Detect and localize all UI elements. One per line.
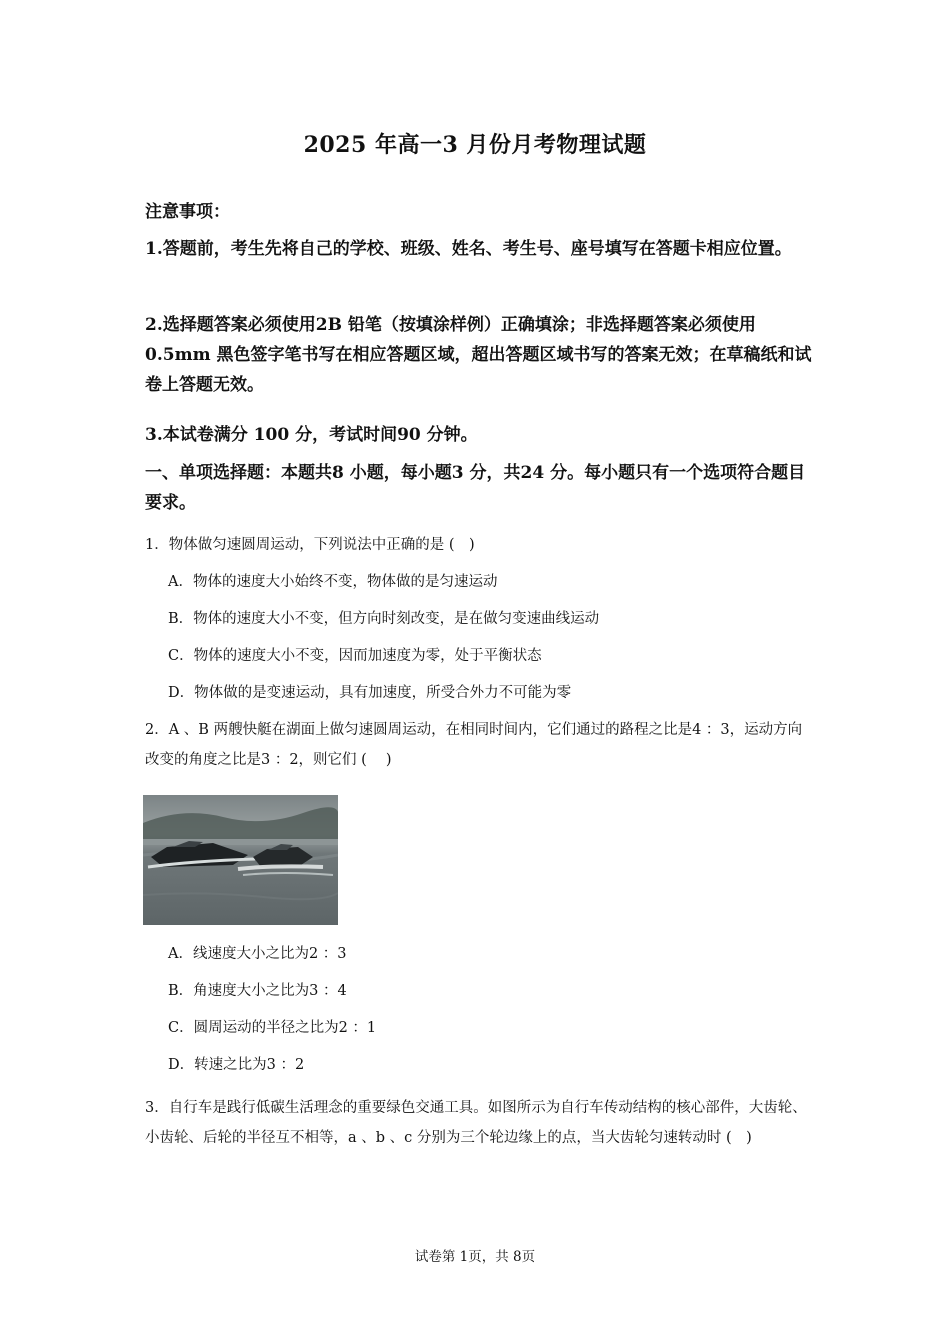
question-1-stem: 1．物体做匀速圆周运动，下列说法中正确的是 ( ) bbox=[145, 537, 475, 553]
question-2-stem: 2．A 、B 两艘快艇在湖面上做匀速圆周运动，在相同时间内，它们通过的路程之比是4 ：3，运动方向改变的角度之比是3 ：2，则它们 ( ) bbox=[145, 722, 803, 768]
question-2-option-a: A．线速度大小之比为2 ：3 bbox=[168, 946, 347, 962]
question-1-option-b: B．物体的速度大小不变，但方向时刻改变，是在做匀变速曲线运动 bbox=[168, 611, 600, 627]
exam-title: 2025 年高一3 月份月考物理试题 bbox=[303, 132, 647, 158]
question-2-option-b: B．角速度大小之比为3 ：4 bbox=[168, 983, 347, 999]
notice-heading: 注意事项： bbox=[145, 202, 230, 222]
question-1-option-a: A．物体的速度大小始终不变，物体做的是匀速运动 bbox=[168, 574, 498, 590]
notice-item-2: 2.选择题答案必须使用2B 铅笔（按填涂样例）正确填涂；非选择题答案必须使用0.5mm 黑色签字笔书写在相应答题区域，超出答题区域书写的答案无效；在草稿纸和试卷上答题无效。 bbox=[145, 315, 812, 395]
question-2-option-d: D．转速之比为3 ：2 bbox=[168, 1057, 305, 1073]
section-heading: 一、单项选择题：本题共8 小题，每小题3 分，共24 分。每小题只有一个选项符合题目要求。 bbox=[145, 463, 806, 513]
question-3-stem: 3．自行车是践行低碳生活理念的重要绿色交通工具。如图所示为自行车传动结构的核心部件，大齿轮、小齿轮、后轮的半径互不相等，a 、b 、c 分别为三个轮边缘上的点，当大齿轮匀速转动时 ( ) bbox=[145, 1100, 807, 1146]
question-2-option-c: C．圆周运动的半径之比为2 ：1 bbox=[168, 1020, 377, 1036]
notice-item-1: 1.答题前，考生先将自己的学校、班级、姓名、考生号、座号填写在答题卡相应位置。 bbox=[145, 239, 792, 259]
speedboats-photo bbox=[143, 795, 338, 925]
question-1-option-c: C．物体的速度大小不变，因而加速度为零，处于平衡状态 bbox=[168, 648, 542, 664]
question-1-option-d: D．物体做的是变速运动，具有加速度，所受合外力不可能为零 bbox=[168, 685, 572, 701]
page-footer: 试卷第 1页，共 8页 bbox=[414, 1249, 536, 1265]
notice-item-3: 3.本试卷满分 100 分，考试时间90 分钟。 bbox=[145, 425, 478, 445]
